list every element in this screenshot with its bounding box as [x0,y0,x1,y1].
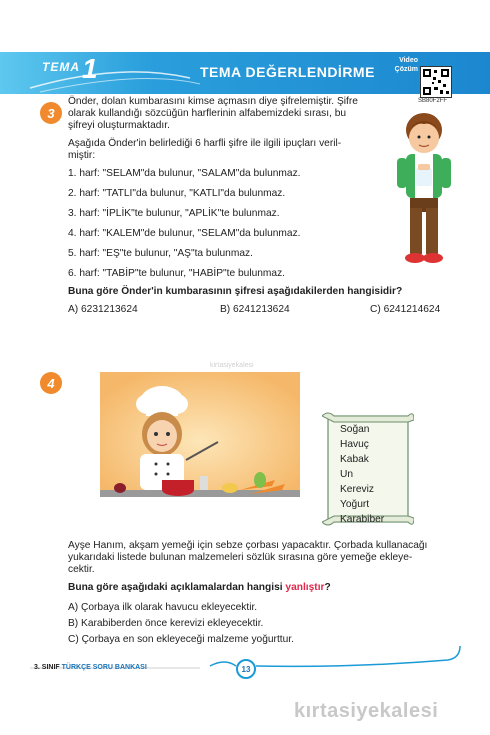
footer-grade: 3. SINIF [34,664,62,671]
watermark: kırtasiyekalesi [294,700,439,722]
q4-intro-line2: yukarıdaki listede bulunan malzemeleri sözlük sırasına göre yemeğe ekleye- [68,552,413,563]
chef-illustration-icon [100,372,300,507]
video-label-line1: Video [399,57,418,64]
q3-intro-line3: şifreyi oluşturmaktadır. [68,120,170,131]
list-item-karabiber: Karabiber [340,514,385,525]
q3-intro-line2: olarak kullandığı sözcüğün harflerinin alfabemizdeki sırası, bu [68,108,347,119]
video-label-line2: Çözüm [394,66,418,73]
q3-question: Buna göre Önder'in kumbarasının şifresi aşağıdakilerden hangisidir? [68,286,403,297]
footer-book-title [34,664,147,671]
q3-clue-1: 1. harf: "SELAM"da bulunur, "SALAM"da bulunmaz. [68,168,301,179]
q3-clue-intro-line1: Aşağıda Önder'in belirlediği 6 harfli şifre ile ilgili ipuçları veril- [68,138,342,149]
q4-question-mark: ? [324,582,331,593]
q4-question-text: Buna göre aşağıdaki açıklamalardan hangisi [68,582,286,593]
page-title: TEMA DEĞERLENDİRME [200,64,375,80]
tema-number: 1 [82,53,98,84]
list-item-sogan: Soğan [340,424,370,435]
q4-question [68,582,331,594]
q4-option-a[interactable]: A) Çorbaya ilk olarak havucu ekleyecektir. [68,602,258,613]
video-solution-label [392,56,418,74]
q4-option-c[interactable]: C) Çorbaya en son ekleyeceği malzeme yoğurttur. [68,634,294,645]
q3-clue-3: 3. harf: "İPLİK"te bulunur, "APLİK"te bulunmaz. [68,208,280,219]
question-number-4: 4 [40,372,62,394]
page-number: 13 [236,659,256,679]
q4-option-b[interactable]: B) Karabiberden önce kerevizi ekleyecektir. [68,618,264,629]
list-item-kabak: Kabak [340,454,369,465]
footer-book-name: TÜRKÇE SORU BANKASI [61,664,147,671]
list-item-un: Un [340,469,354,480]
header-band [0,52,490,94]
q3-clue-intro-line2: miştir: [68,150,96,161]
boy-illustration-icon [388,108,460,268]
q3-option-c[interactable]: C) 6241214624 [370,304,441,315]
q3-clue-4: 4. harf: "KALEM"de bulunur, "SELAM"da bulunmaz. [68,228,301,239]
list-item-yogurt: Yoğurt [340,499,370,510]
tema-label: TEMA [42,60,80,74]
qr-code-icon[interactable] [420,66,452,98]
q4-intro-line1: Ayşe Hanım, akşam yemeği için sebze çorbası yapacaktır. Çorbada kullanacağı [68,540,428,551]
q4-intro-line3: cektir. [68,564,95,575]
q3-option-a[interactable]: A) 6231213624 [68,304,138,315]
q3-option-b[interactable]: B) 6241213624 [220,304,290,315]
list-item-kereviz: Kereviz [340,484,374,495]
q3-clue-6: 6. harf: "TABİP"te bulunur, "HABİP"te bulunmaz. [68,268,286,279]
watermark-small: kirtasiyekalesi [210,362,254,369]
q4-question-emphasis: yanlıştır [285,582,325,593]
q3-intro-line1: Önder, dolan kumbarasını kimse açmasın diye şifrelemiştir. Şifre [68,96,358,107]
q3-clue-5: 5. harf: "EŞ"te bulunur, "AŞ"ta bulunmaz. [68,248,253,259]
q3-clue-2: 2. harf: "TATLI"da bulunur, "KATLI"da bulunmaz. [68,188,286,199]
qr-code-text: SB80F2FF [418,98,448,104]
question-number-3: 3 [40,102,62,124]
list-item-havuc: Havuç [340,439,369,450]
